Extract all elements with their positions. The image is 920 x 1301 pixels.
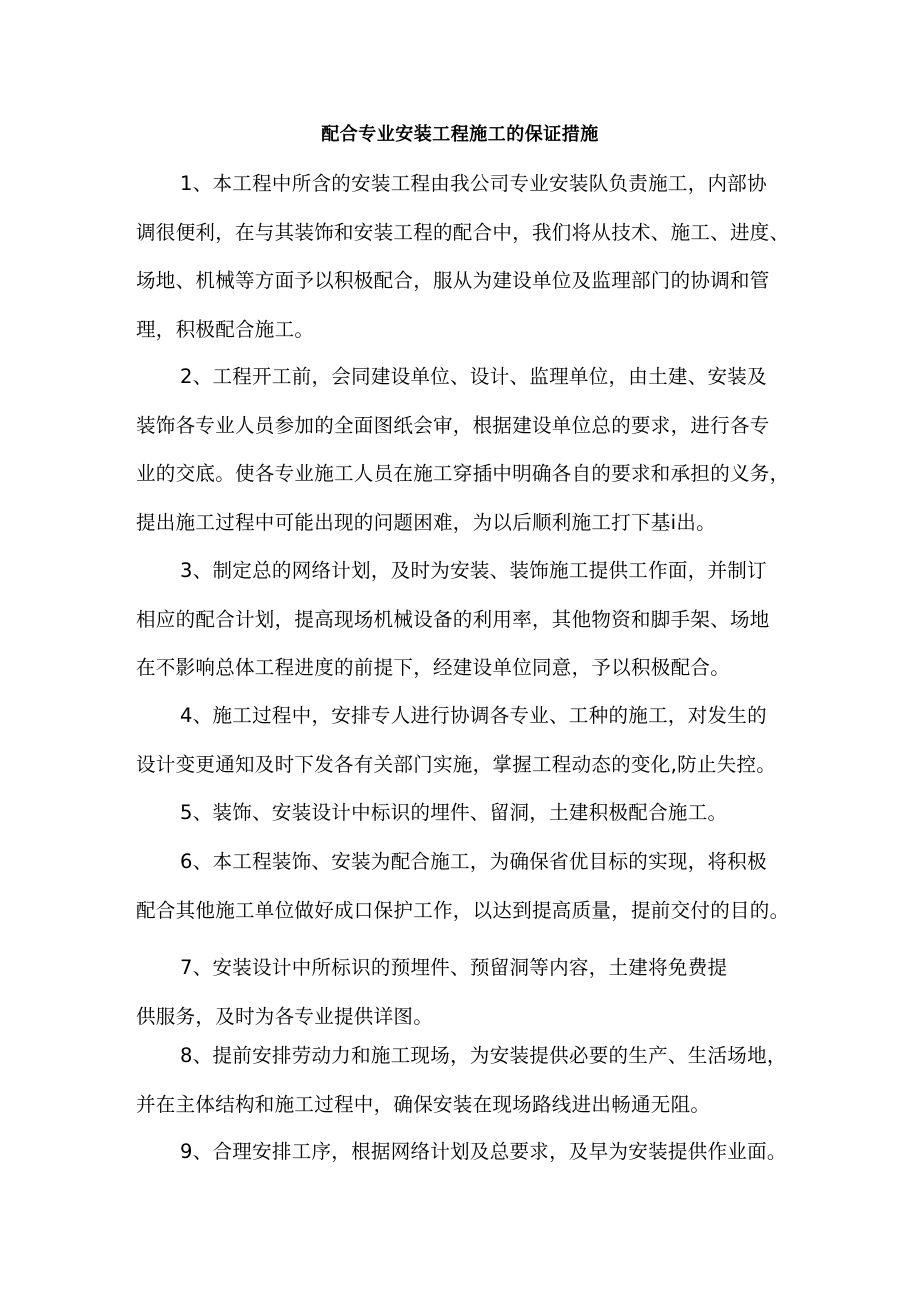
paragraph-line: 5、装饰、安装设计中标识的埋件、留洞，土建积极配合施工。: [180, 801, 728, 824]
paragraph-line: 相应的配合计划，提高现场机械设备的利用率，其他物资和脚手架、场地: [136, 607, 770, 631]
paragraph-6: [136, 838, 789, 935]
paragraph-line: 1、本工程中所含的安装工程由我公司专业安装队负责施工，内部协: [180, 172, 767, 195]
paragraph-4: [136, 692, 776, 789]
paragraph-7: [136, 944, 727, 1041]
paragraph-line: 在不影响总体工程进度的前提下，经建设单位同意，予以积极配合。: [136, 656, 731, 679]
paragraph-line: 并在主体结构和施工过程中，确保安装在现场路线进出畅通无阻。: [136, 1092, 711, 1116]
paragraph-line: 7、安装设计中所标识的预埋件、预留洞等内容，土建将免费提: [180, 956, 728, 979]
paragraph-line: 配合其他施工单位做好成口保护工作，以达到提高质量，提前交付的目的。: [136, 898, 790, 922]
paragraph-line: 6、本工程装饰、安装为配合施工，为确保省优目标的实现，将积极: [180, 850, 767, 873]
paragraph-line: 8、提前安排劳动力和施工现场，为安装提供必要的生产、生活场地，: [180, 1044, 787, 1067]
paragraph-1: [136, 160, 789, 354]
paragraph-8: [136, 1032, 787, 1129]
paragraph-2: [136, 353, 789, 547]
paragraph-line: 3、制定总的网络计划，及时为安装、装饰施工提供工作面，并制订: [180, 559, 767, 582]
paragraph-line: 业的交底。使各专业施工人员在施工穿插中明确各自的要求和承担的义务，: [136, 462, 790, 485]
paragraph-line: 场地、机械等方面予以积极配合，服从为建设单位及监理部门的协调和管: [136, 269, 770, 292]
paragraph-line: 4、施工过程中，安排专人进行协调各专业、工种的施工，对发生的: [180, 704, 767, 727]
paragraph-line: 设计变更通知及时下发各有关部门实施，掌握工程动态的变化,防止失控。: [136, 752, 777, 776]
paragraph-line: 2、工程开工前，会同建设单位、设计、监理单位，由土建、安装及: [180, 365, 767, 388]
paragraph-line: 装饰各专业人员参加的全面图纸会审，根据建设单位总的要求，进行各专: [136, 413, 770, 437]
paragraph-line: 提出施工过程中可能出现的问题困难，为以后顺利施工打下基i出。: [136, 510, 716, 534]
paragraph-3: [136, 547, 770, 693]
paragraph-line: 调很便利，在与其装饰和安装工程的配合中，我们将从技术、施工、进度、: [136, 220, 790, 244]
paragraph-line: 供服务，及时为各专业提供详图。: [136, 1004, 434, 1028]
document-title: 配合专业安装工程施工的保证措施: [321, 124, 599, 145]
paragraph-line: 理，积极配合施工。: [136, 317, 315, 341]
paragraph-line: 9、合理安排工序，根据网络计划及总要求，及早为安装提供作业面。: [180, 1140, 787, 1163]
paragraph-5: [136, 789, 727, 838]
paragraph-9: [136, 1128, 787, 1177]
